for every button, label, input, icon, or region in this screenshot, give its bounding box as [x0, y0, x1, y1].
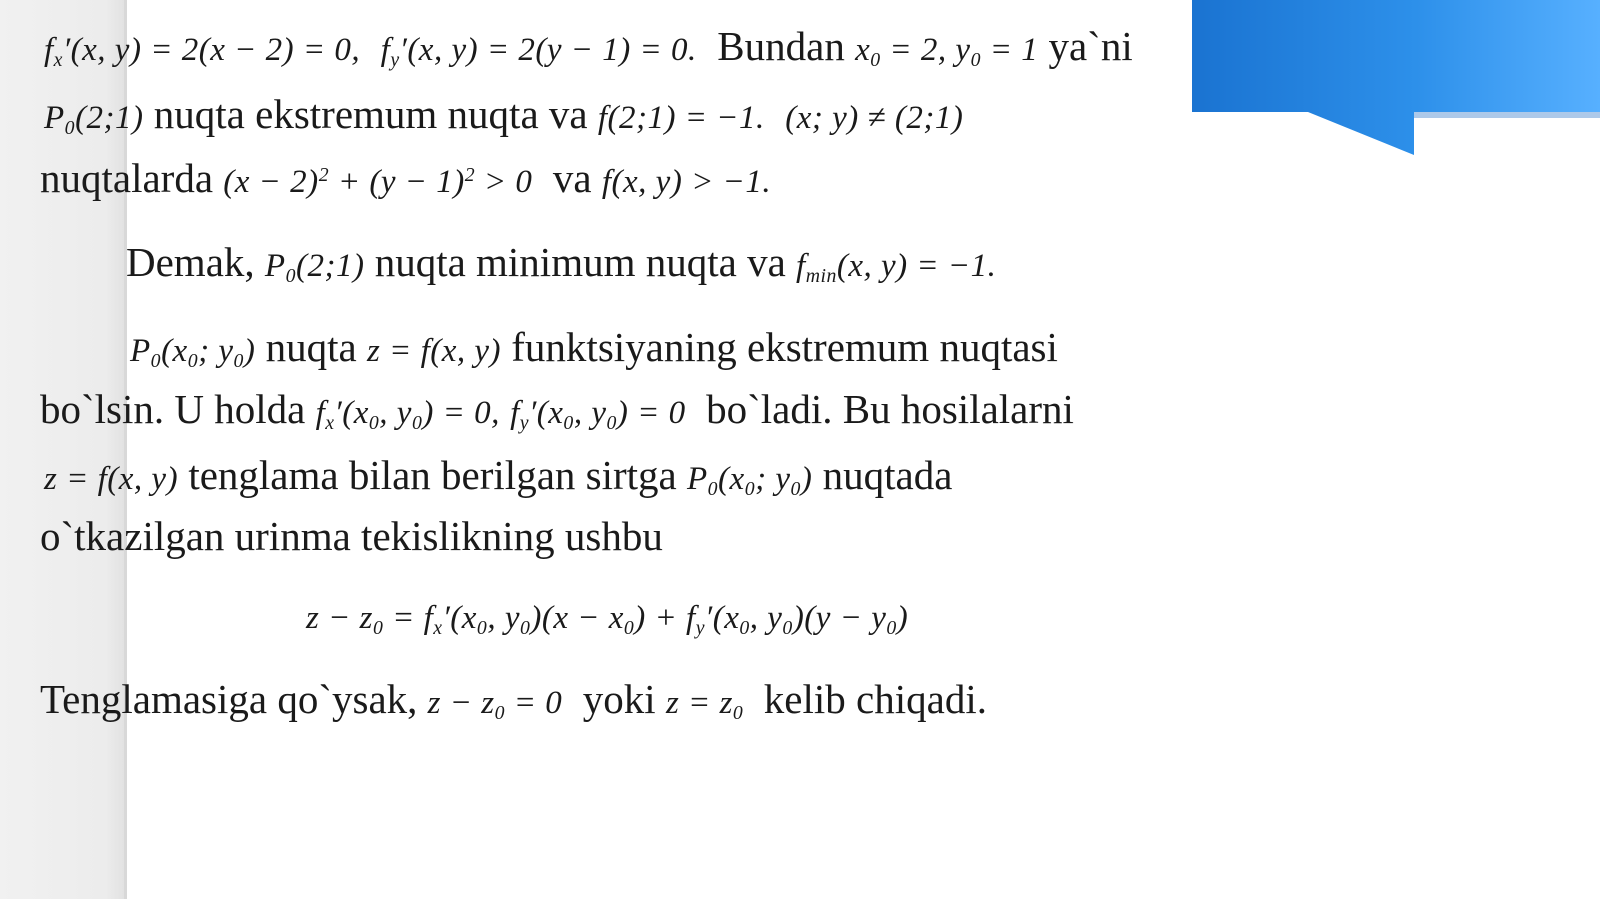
- line-10: Tenglamasiga qo`ysak, $z - z_0 = 0$ yoki $z = z_0$ kelib chiqadi.: [40, 676, 987, 724]
- line-8: o`tkazilgan urinma tekislikning ushbu: [40, 513, 663, 559]
- corner-banner-decoration: [1192, 0, 1600, 160]
- line-1: $f_x'(x$, y) = 2(x − 2) = 0, $f_y'(x$, y) = 2(y − 1) = 0. Bundan $x_0 = 2$, $y_0 = 1$ ya`ni: [44, 23, 1133, 71]
- line-7: z = f(x, y) tenglama bilan berilgan sirtga $P_0(x_0$; $y_0$) nuqtada: [44, 452, 953, 500]
- line-6: bo`lsin. U holda $f_x'(x_0$, $y_0) = 0$, $f_y'(x_0$, $y_0) = 0$ bo`ladi. Bu hosilalarni: [40, 386, 1074, 434]
- line-5: $P_0(x_0$; $y_0$) nuqta z = f(x, y) funktsiyaning ekstremum nuqtasi: [130, 324, 1058, 372]
- line-3: nuqtalarda $(x - 2)^2 + (y - 1)^2 > 0$ va f(x, y) > −1.: [40, 155, 772, 201]
- line-2: $P_0(2;1)$ nuqta ekstremum nuqta va f(2;1) = −1. (x; y) ≠ (2;1): [44, 91, 964, 139]
- line-4: Demak, $P_0(2;1)$ nuqta minimum nuqta va $f_{min}(x$, y) = −1.: [126, 239, 997, 287]
- text-bundan: Bundan: [717, 23, 845, 69]
- tangent-plane-equation: $z - z_0 = f_x'(x_0$, $y_0)(x - x_0) + f_y'(x_0$, $y_0)(y - y_0)$: [306, 600, 909, 639]
